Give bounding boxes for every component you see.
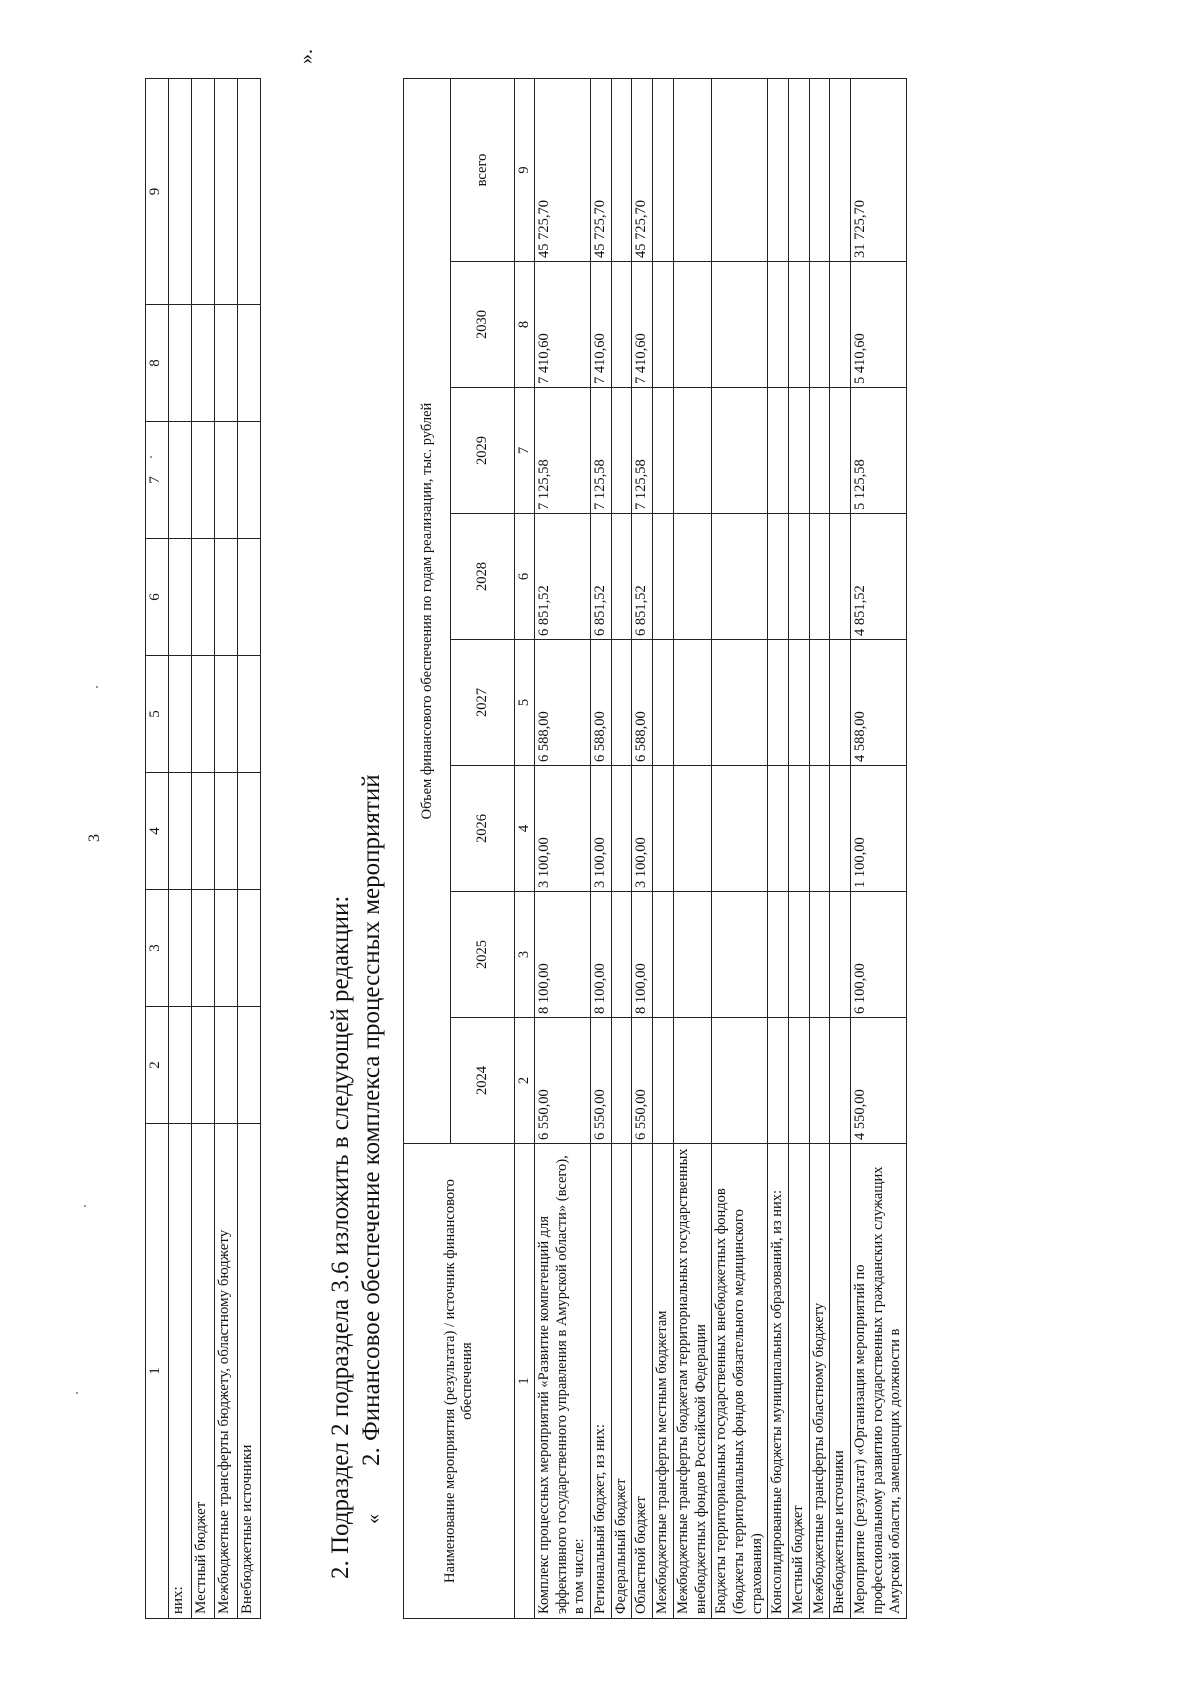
value-cell bbox=[611, 514, 632, 640]
row-label: Областной бюджет bbox=[632, 1144, 653, 1619]
value-cell bbox=[653, 388, 674, 514]
value-cell: 7 410,60 bbox=[632, 262, 653, 388]
header-name: Наименование мероприятия (результата) / источник финансового обеспечения bbox=[404, 1144, 515, 1619]
year-header: 2029 bbox=[451, 388, 515, 514]
column-number-row bbox=[515, 78, 535, 1618]
column-number: 3 bbox=[515, 892, 535, 1018]
row-label: Консолидированные бюджеты муниципальных образований, из них: bbox=[768, 1144, 789, 1619]
header-volume: Объем финансового обеспечения по годам реализации, тыс. рублей bbox=[404, 78, 451, 1143]
column-number: 8 bbox=[515, 262, 535, 388]
table-header-row bbox=[146, 79, 169, 1619]
value-cell bbox=[788, 640, 809, 766]
value-cell bbox=[768, 514, 789, 640]
column-number: 6 bbox=[146, 539, 169, 656]
value-cell bbox=[611, 262, 632, 388]
table-row bbox=[653, 78, 674, 1618]
row-label: Внебюджетные источники bbox=[238, 1124, 261, 1619]
value-cell bbox=[611, 892, 632, 1018]
value-cell: 6 550,00 bbox=[535, 1018, 591, 1144]
value-cell: 4 550,00 bbox=[851, 1018, 907, 1144]
value-cell: 4 851,52 bbox=[851, 514, 907, 640]
row-label: Федеральный бюджет bbox=[611, 1144, 632, 1619]
value-cell bbox=[830, 388, 851, 514]
value-cell: 6 100,00 bbox=[851, 892, 907, 1018]
value-cell: 45 725,70 bbox=[591, 78, 612, 261]
value-cell bbox=[712, 766, 768, 892]
value-cell: 31 725,70 bbox=[851, 78, 907, 261]
year-header: 2025 bbox=[451, 892, 515, 1018]
value-cell bbox=[712, 640, 768, 766]
value-cell: 7 125,58 bbox=[535, 388, 591, 514]
closing-quote: ». bbox=[295, 49, 317, 64]
value-cell: 5 410,60 bbox=[851, 262, 907, 388]
scan-dot bbox=[96, 686, 98, 688]
column-number: 9 bbox=[515, 78, 535, 261]
year-header: 2030 bbox=[451, 262, 515, 388]
value-cell bbox=[788, 1018, 809, 1144]
value-cell bbox=[673, 514, 711, 640]
value-cell bbox=[611, 1018, 632, 1144]
table-row bbox=[535, 78, 591, 1618]
scan-dot bbox=[76, 1392, 78, 1394]
table-row bbox=[768, 78, 789, 1618]
value-cell: 6 550,00 bbox=[591, 1018, 612, 1144]
column-number: 8 bbox=[146, 305, 169, 422]
value-cell: 8 100,00 bbox=[535, 892, 591, 1018]
value-cell bbox=[673, 262, 711, 388]
value-cell: 4 588,00 bbox=[851, 640, 907, 766]
value-cell bbox=[830, 262, 851, 388]
value-cell bbox=[653, 1018, 674, 1144]
column-number: 4 bbox=[146, 773, 169, 890]
table-header-row bbox=[404, 78, 451, 1618]
column-number: 7 bbox=[515, 388, 535, 514]
row-label: Региональный бюджет, из них: bbox=[591, 1144, 612, 1619]
column-number: 3 bbox=[146, 890, 169, 1007]
row-label: Межбюджетные трансферты бюджету, областному бюджету bbox=[215, 1124, 238, 1619]
value-cell bbox=[653, 892, 674, 1018]
row-label: Местный бюджет bbox=[788, 1144, 809, 1619]
year-header: 2027 bbox=[451, 640, 515, 766]
value-cell bbox=[768, 1018, 789, 1144]
value-cell bbox=[712, 78, 768, 261]
value-cell bbox=[673, 640, 711, 766]
value-cell: 6 851,52 bbox=[535, 514, 591, 640]
value-cell bbox=[809, 388, 830, 514]
value-cell: 6 550,00 bbox=[632, 1018, 653, 1144]
scan-dot bbox=[84, 1205, 86, 1207]
value-cell: 7 125,58 bbox=[591, 388, 612, 514]
table-row bbox=[830, 78, 851, 1618]
table-row bbox=[788, 78, 809, 1618]
value-cell bbox=[611, 78, 632, 261]
value-cell bbox=[809, 1018, 830, 1144]
table-row bbox=[712, 78, 768, 1618]
financing-table bbox=[403, 78, 907, 1619]
row-label: Местный бюджет bbox=[192, 1124, 215, 1619]
value-cell bbox=[673, 766, 711, 892]
column-number: 9 bbox=[146, 79, 169, 305]
rotated-page-content bbox=[145, 49, 1065, 1619]
value-cell bbox=[673, 78, 711, 261]
value-cell bbox=[768, 388, 789, 514]
value-cell bbox=[768, 892, 789, 1018]
value-cell bbox=[830, 78, 851, 261]
value-cell bbox=[653, 766, 674, 892]
value-cell bbox=[673, 892, 711, 1018]
table-row bbox=[809, 78, 830, 1618]
value-cell bbox=[830, 1018, 851, 1144]
value-cell bbox=[809, 262, 830, 388]
table-row bbox=[851, 78, 907, 1618]
value-cell bbox=[830, 892, 851, 1018]
value-cell bbox=[611, 640, 632, 766]
year-header: 2024 bbox=[451, 1018, 515, 1144]
value-cell: 8 100,00 bbox=[632, 892, 653, 1018]
value-cell bbox=[653, 640, 674, 766]
value-cell bbox=[830, 514, 851, 640]
value-cell: 45 725,70 bbox=[535, 78, 591, 261]
column-number: 5 bbox=[146, 656, 169, 773]
row-label: них: bbox=[169, 1124, 192, 1619]
value-cell: 6 588,00 bbox=[632, 640, 653, 766]
table-row bbox=[192, 79, 215, 1619]
value-cell bbox=[830, 640, 851, 766]
value-cell: 45 725,70 bbox=[632, 78, 653, 261]
value-cell bbox=[788, 388, 809, 514]
column-number: 1 bbox=[515, 1144, 535, 1619]
value-cell bbox=[611, 388, 632, 514]
value-cell: 7 410,60 bbox=[535, 262, 591, 388]
value-cell: 6 851,52 bbox=[632, 514, 653, 640]
value-cell bbox=[653, 262, 674, 388]
row-label: Межбюджетные трансферты бюджетам территориальных государственных внебюджетных фондов Российской Федерации bbox=[673, 1144, 711, 1619]
table-row bbox=[238, 79, 261, 1619]
table-row bbox=[215, 79, 238, 1619]
value-cell bbox=[788, 514, 809, 640]
table-row bbox=[632, 78, 653, 1618]
financing-table-body bbox=[535, 78, 907, 1618]
value-cell bbox=[809, 892, 830, 1018]
value-cell: 6 588,00 bbox=[591, 640, 612, 766]
row-label: Мероприятие (результат) «Организация мероприятий по профессиональному развитию государственных гражданских служащих Амурской области, замещающих должности в bbox=[851, 1144, 907, 1619]
value-cell bbox=[768, 262, 789, 388]
value-cell bbox=[830, 766, 851, 892]
value-cell bbox=[712, 388, 768, 514]
total-header: всего bbox=[451, 78, 515, 261]
value-cell bbox=[788, 78, 809, 261]
value-cell: 6 588,00 bbox=[535, 640, 591, 766]
value-cell: 7 125,58 bbox=[632, 388, 653, 514]
column-number: 7 bbox=[146, 422, 169, 539]
value-cell: 7 410,60 bbox=[591, 262, 612, 388]
value-cell: 3 100,00 bbox=[535, 766, 591, 892]
column-number: 5 bbox=[515, 640, 535, 766]
column-number: 1 bbox=[146, 1124, 169, 1619]
value-cell bbox=[768, 78, 789, 261]
year-header: 2028 bbox=[451, 514, 515, 640]
table-row bbox=[611, 78, 632, 1618]
table-row bbox=[591, 78, 612, 1618]
column-number: 4 bbox=[515, 766, 535, 892]
value-cell: 8 100,00 bbox=[591, 892, 612, 1018]
continuation-table bbox=[145, 78, 261, 1619]
value-cell: 5 125,58 bbox=[851, 388, 907, 514]
row-label: Межбюджетные трансферты областному бюджету bbox=[809, 1144, 830, 1619]
row-label: Внебюджетные источники bbox=[830, 1144, 851, 1619]
value-cell bbox=[809, 78, 830, 261]
opening-quote: « bbox=[362, 1514, 384, 1524]
value-cell bbox=[712, 262, 768, 388]
value-cell bbox=[653, 514, 674, 640]
value-cell bbox=[788, 766, 809, 892]
value-cell bbox=[611, 766, 632, 892]
section-title: 2. Финансовое обеспечение комплекса процессных мероприятий bbox=[358, 774, 385, 1466]
value-cell: 3 100,00 bbox=[591, 766, 612, 892]
value-cell bbox=[653, 78, 674, 261]
value-cell bbox=[809, 766, 830, 892]
table-row bbox=[169, 79, 192, 1619]
value-cell bbox=[809, 640, 830, 766]
value-cell bbox=[712, 1018, 768, 1144]
row-label: Межбюджетные трансферты местным бюджетам bbox=[653, 1144, 674, 1619]
value-cell bbox=[809, 514, 830, 640]
row-label: Комплекс процессных мероприятий «Развитие компетенций для эффективного государственного управления в Амурской области» (всего), в том числе: bbox=[535, 1144, 591, 1619]
amendment-instruction: 2. Подраздел 2 подраздела 3.6 изложить в следующей редакции: bbox=[327, 895, 354, 1579]
value-cell bbox=[712, 892, 768, 1018]
value-cell bbox=[673, 1018, 711, 1144]
column-number: 6 bbox=[515, 514, 535, 640]
value-cell: 1 100,00 bbox=[851, 766, 907, 892]
year-header: 2026 bbox=[451, 766, 515, 892]
value-cell: 6 851,52 bbox=[591, 514, 612, 640]
value-cell bbox=[768, 640, 789, 766]
value-cell bbox=[673, 388, 711, 514]
value-cell bbox=[788, 892, 809, 1018]
column-number: 2 bbox=[515, 1018, 535, 1144]
page-number: 3 bbox=[86, 834, 103, 842]
value-cell bbox=[768, 766, 789, 892]
column-number: 2 bbox=[146, 1007, 169, 1124]
table-row bbox=[673, 78, 711, 1618]
row-label: Бюджеты территориальных государственных внебюджетных фондов (бюджеты территориальных фондов обязательного медицинского страхования) bbox=[712, 1144, 768, 1619]
value-cell: 3 100,00 bbox=[632, 766, 653, 892]
value-cell bbox=[712, 514, 768, 640]
section-heading bbox=[358, 774, 386, 1524]
value-cell bbox=[788, 262, 809, 388]
